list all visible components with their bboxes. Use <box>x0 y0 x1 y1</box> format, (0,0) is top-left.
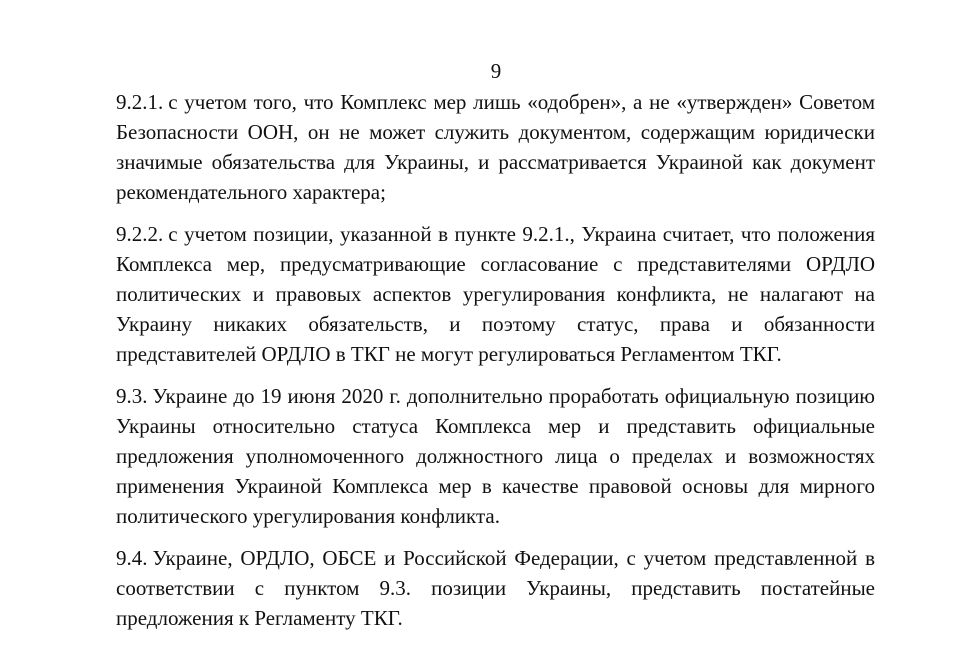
paragraph-9-3 <box>116 381 875 531</box>
paragraph-text: с учетом позиции, указанной в пункте 9.2.1., Украина считает, что положения Комплекса мер, предусматривающие согласование с представителями ОРДЛО политических и правовых аспектов урегулирования конфликта, не налагают на Украину никаких обязательств, и поэтому статус, права и обязанности представителей ОРДЛО в ТКГ не могут регулироваться Регламентом ТКГ. <box>116 222 875 366</box>
document-body <box>116 87 875 645</box>
paragraph-text: с учетом того, что Комплекс мер лишь «одобрен», а не «утвержден» Советом Безопасности ООН, он не может служить документом, содержащим юридически значимые обязательства для Украины, и рассматривается Украиной как документ рекомендательного характера; <box>116 90 875 204</box>
paragraph-text: Украине, ОРДЛО, ОБСЕ и Российской Федерации, с учетом представленной в соответствии с пунктом 9.3. позиции Украины, представить постатейные предложения к Регламенту ТКГ. <box>116 546 875 630</box>
paragraph-9-2-2 <box>116 219 875 369</box>
paragraph-number: 9.2.2. <box>116 222 164 246</box>
page-number: 9 <box>490 59 502 83</box>
paragraph-9-2-1 <box>116 87 875 207</box>
paragraph-number: 9.4. <box>116 546 148 570</box>
paragraph-number: 9.3. <box>116 384 148 408</box>
paragraph-text: Украине до 19 июня 2020 г. дополнительно проработать официальную позицию Украины относительно статуса Комплекса мер и представить официальные предложения уполномоченного должностного лица о пределах и возможностях применения Украиной Комплекса мер в качестве правовой основы для мирного политического урегулирования конфликта. <box>116 384 875 528</box>
paragraph-number: 9.2.1. <box>116 90 164 114</box>
paragraph-9-4 <box>116 543 875 633</box>
